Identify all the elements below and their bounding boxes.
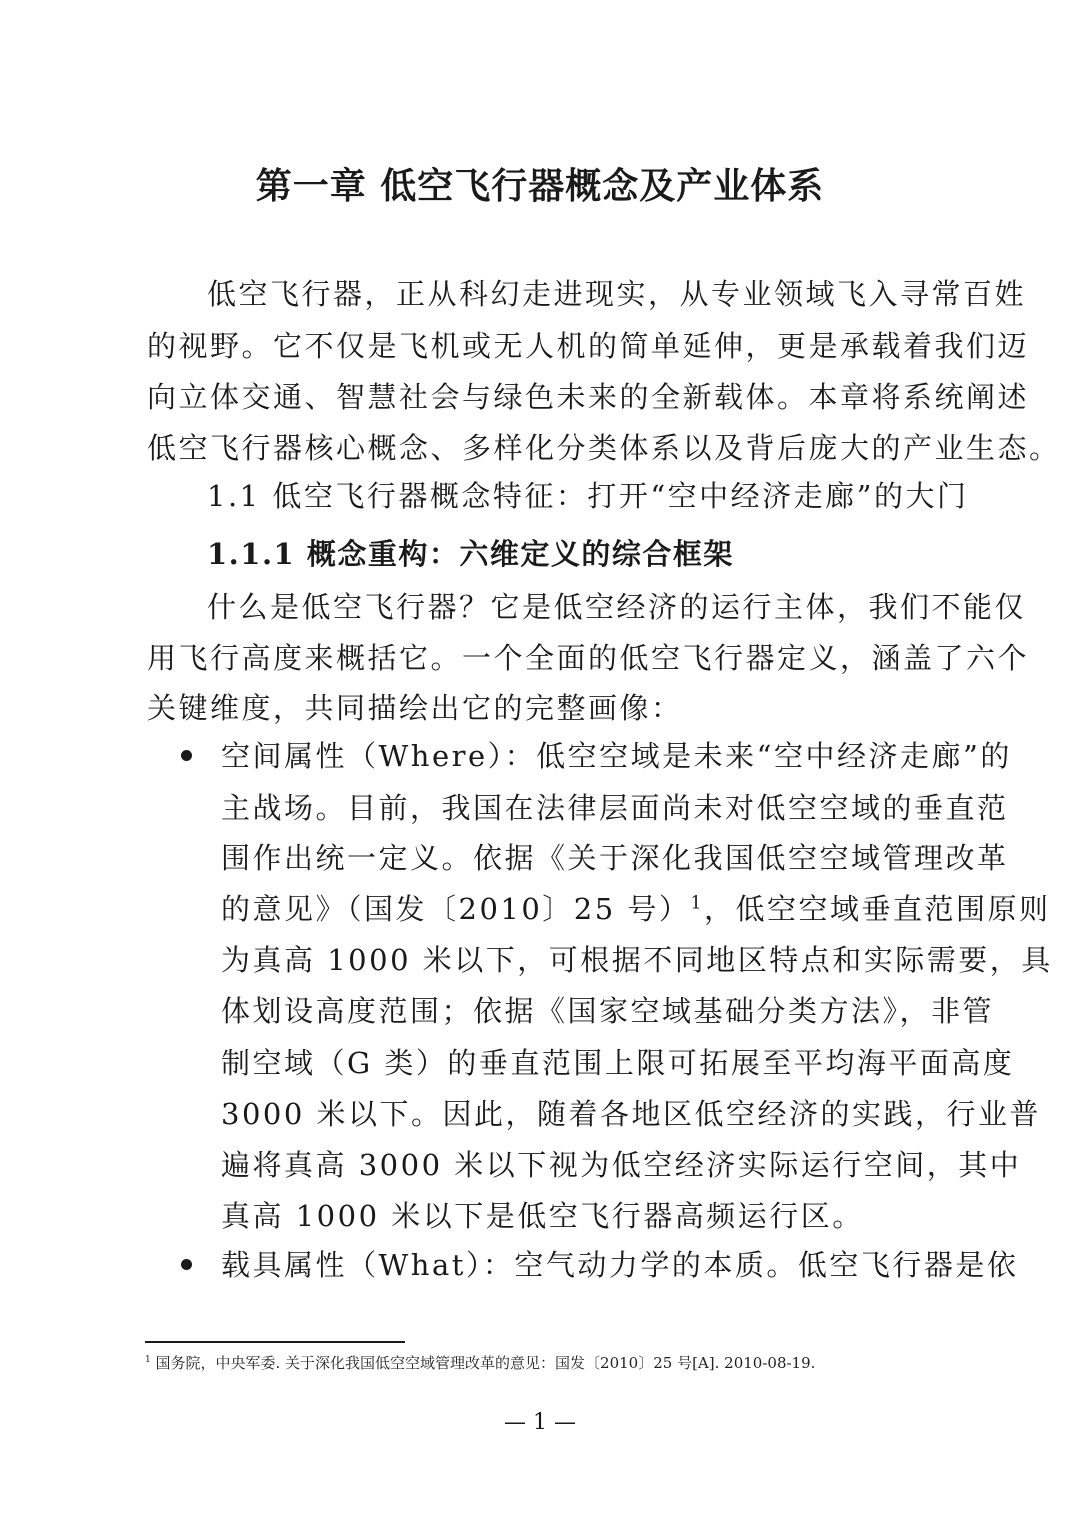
bullet-line: 围作出统一定义。依据《关于深化我国低空空域管理改革	[221, 841, 1009, 875]
intro-line: 向立体交通、智慧社会与绿色未来的全新载体。本章将系统阐述	[147, 380, 1030, 414]
intro-line: 低空飞行器，正从科幻走进现实，从专业领域飞入寻常百姓	[207, 277, 1027, 311]
bullet-line-text: 的意见》（国发〔2010〕25 号）	[221, 892, 691, 926]
bullet-line: 真高 1000 米以下是低空飞行器高频运行区。	[221, 1199, 864, 1233]
bullet-line	[221, 889, 1051, 929]
footnote-divider	[145, 1341, 405, 1343]
bullet-dot	[181, 1259, 192, 1270]
section-heading: 1.1 低空飞行器概念特征：打开“空中经济走廊”的大门	[207, 479, 969, 513]
body-line: 什么是低空飞行器？它是低空经济的运行主体，我们不能仅	[207, 590, 1027, 624]
bullet-line-text: ，低空空域垂直范围原则	[704, 892, 1051, 926]
intro-line: 的视野。它不仅是飞机或无人机的简单延伸，更是承载着我们迈	[147, 329, 1030, 363]
footnote	[145, 1352, 815, 1374]
intro-line: 低空飞行器核心概念、多样化分类体系以及背后庞大的产业生态。	[147, 431, 1061, 465]
footnote-text: 国务院，中央军委. 关于深化我国低空空域管理改革的意见：国发〔2010〕25 号[A]. 2010-08-19.	[155, 1354, 816, 1372]
bullet-line: 体划设高度范围；依据《国家空域基础分类方法》，非管	[221, 994, 995, 1028]
page-number: — 1 —	[504, 1410, 576, 1435]
body-line: 关键维度，共同描绘出它的完整画像：	[147, 691, 683, 725]
bullet-line: 遍将真高 3000 米以下视为低空经济实际运行空间，其中	[221, 1148, 1022, 1182]
bullet-line: 为真高 1000 米以下，可根据不同地区特点和实际需要，具	[221, 943, 1053, 977]
chapter-title: 第一章 低空飞行器概念及产业体系	[255, 165, 825, 207]
body-line: 用飞行高度来概括它。一个全面的低空飞行器定义，涵盖了六个	[147, 641, 1030, 675]
bullet-line: 载具属性（What）：空气动力学的本质。低空飞行器是依	[221, 1248, 1019, 1282]
bullet-line: 制空域（G 类）的垂直范围上限可拓展至平均海平面高度	[221, 1046, 1015, 1080]
bullet-line: 空间属性（Where）：低空空域是未来“空中经济走廊”的	[221, 739, 1012, 773]
footnote-number: 1	[145, 1355, 151, 1365]
bullet-dot	[181, 750, 192, 761]
bullet-line: 3000 米以下。因此，随着各地区低空经济的实践，行业普	[221, 1097, 1042, 1131]
bullet-line: 主战场。目前，我国在法律层面尚未对低空空域的垂直范	[221, 791, 1009, 825]
subsection-heading: 1.1.1 概念重构：六维定义的综合框架	[207, 537, 734, 571]
footnote-reference[interactable]: 1	[690, 893, 705, 914]
